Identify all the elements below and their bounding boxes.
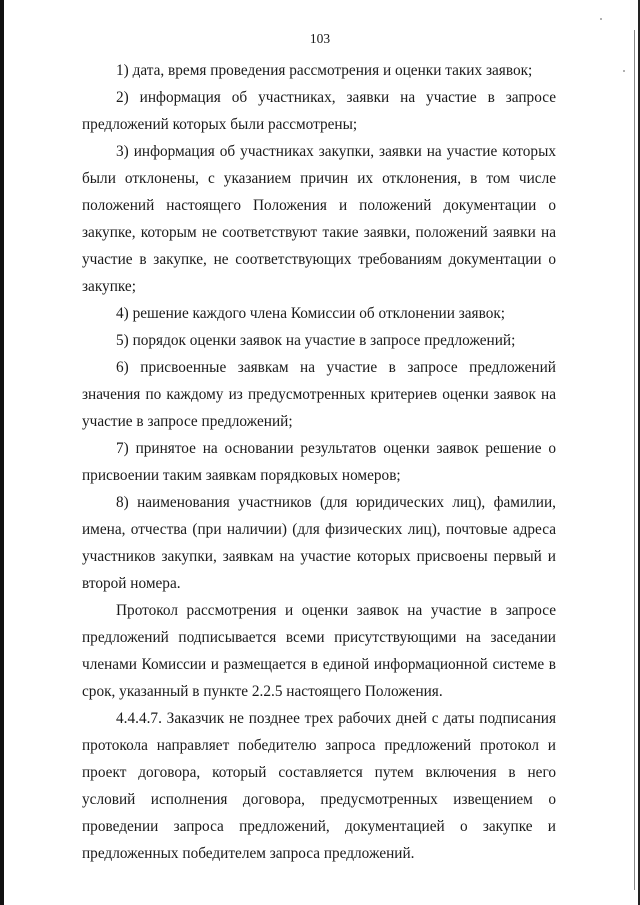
paragraph: 3) информация об участниках закупки, заявки на участие которых были отклонены, с указанием причин их отклонения, в том числе положений настоящего Положения и положений документации о закупке, которым не соответствуют такие заявки, положений заявки на участие в закупке, не соответствующих требованиям документации о закупке; bbox=[82, 143, 556, 295]
paragraph: 6) присвоенные заявкам на участие в запросе предложений значения по каждому из предусмотренных критериев оценки заявок на участие в запросе предложений; bbox=[82, 359, 556, 430]
scan-left-edge bbox=[0, 0, 4, 905]
paragraph: 4) решение каждого члена Комиссии об отклонении заявок; bbox=[116, 305, 506, 322]
paragraph: 1) дата, время проведения рассмотрения и оценки таких заявок; bbox=[116, 62, 533, 79]
scan-right-line bbox=[634, 30, 635, 890]
paragraph: 8) наименования участников (для юридических лиц), фамилии, имена, отчества (при наличии) (для физических лиц), почтовые адреса участников закупки, заявкам на участие которых присвоены первый и второй номера. bbox=[82, 494, 556, 592]
paragraph: 2) информация об участниках, заявки на участие в запросе предложений которых были рассмотрены; bbox=[82, 89, 556, 133]
paragraph: Протокол рассмотрения и оценки заявок на участие в запросе предложений подписывается всеми присутствующими на заседании членами Комиссии и размещается в единой информационной системе в срок, указанный в пункте 2.2.5 настоящего Положения. bbox=[82, 602, 556, 700]
paragraph: 4.4.4.7. Заказчик не позднее трех рабочих дней с даты подписания протокола направляет победителю запроса предложений протокол и проект договора, который составляется путем включения в него условий исполнения договора, предусмотренных извещением о проведении запроса предложений, документацией о закупке и предложенных победителем запроса предложений. bbox=[82, 710, 556, 862]
paragraph: 5) порядок оценки заявок на участие в запросе предложений; bbox=[116, 332, 516, 349]
document-body bbox=[82, 57, 556, 867]
scan-speck bbox=[600, 18, 602, 20]
page-number: 103 bbox=[309, 31, 331, 46]
scan-speck bbox=[623, 70, 625, 72]
paragraph: 7) принятое на основании результатов оценки заявок решение о присвоении таким заявкам порядковых номеров; bbox=[82, 440, 556, 484]
